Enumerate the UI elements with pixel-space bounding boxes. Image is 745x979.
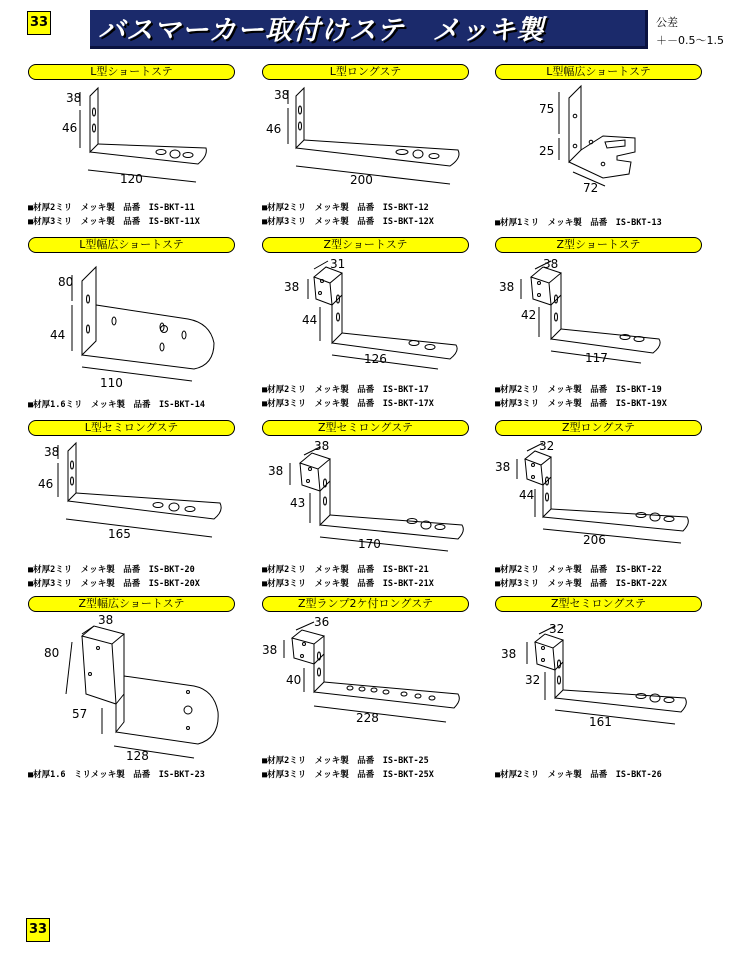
spec-line: ■材厚3ミリ メッキ製 品番 IS-BKT-21X (262, 579, 434, 589)
spec-line: ■材厚2ミリ メッキ製 品番 IS-BKT-20 (28, 565, 195, 575)
bracket-diagram (28, 612, 243, 764)
dim-label: 40 (286, 673, 302, 687)
dim-label: 44 (302, 313, 318, 327)
item-title: Z型ショートステ (495, 237, 702, 253)
spec-line: ■材厚2ミリ メッキ製 品番 IS-BKT-26 (495, 770, 662, 780)
dim-label: 38 (501, 647, 517, 661)
dim-label: 31 (330, 257, 346, 271)
dim-label: 57 (72, 707, 88, 721)
dim-label: 75 (539, 102, 555, 116)
spec-line: ■材厚3ミリ メッキ製 品番 IS-BKT-19X (495, 399, 667, 409)
item-title: L型ショートステ (28, 64, 235, 80)
item-title: Z型ランプ2ケ付ロングステ (262, 596, 469, 612)
dim-label: 42 (521, 308, 537, 322)
dim-label: 161 (589, 715, 612, 729)
bracket-diagram (28, 437, 243, 552)
spec-line: ■材厚2ミリ メッキ製 品番 IS-BKT-22 (495, 565, 662, 575)
tolerance-label: 公差 (656, 16, 678, 29)
bracket-diagram (262, 612, 477, 742)
bracket-diagram (495, 437, 710, 557)
item-title: Z型ショートステ (262, 237, 469, 253)
spec-line: ■材厚2ミリ メッキ製 品番 IS-BKT-17 (262, 385, 429, 395)
spec-line: ■材厚3ミリ メッキ製 品番 IS-BKT-25X (262, 770, 434, 780)
spec-line: ■材厚2ミリ メッキ製 品番 IS-BKT-19 (495, 385, 662, 395)
dim-label: 120 (120, 172, 143, 186)
item-title: L型幅広ショートステ (28, 237, 235, 253)
bracket-diagram (495, 255, 710, 380)
dim-label: 46 (266, 122, 282, 136)
bracket-diagram (495, 612, 710, 737)
page-title: バスマーカー取付けステ メッキ製 (98, 15, 545, 46)
dim-label: 110 (100, 376, 123, 390)
dim-label: 38 (98, 613, 114, 627)
tolerance-value: ＋－0.5～1.5 (656, 34, 724, 47)
dim-label: 165 (108, 527, 131, 541)
dim-label: 32 (525, 673, 541, 687)
spec-line: ■材厚1ミリ メッキ製 品番 IS-BKT-13 (495, 218, 662, 228)
dim-label: 206 (583, 533, 606, 547)
spec-line: ■材厚3ミリ メッキ製 品番 IS-BKT-17X (262, 399, 434, 409)
bracket-diagram (28, 82, 243, 197)
dim-label: 38 (495, 460, 511, 474)
item-title: L型セミロングステ (28, 420, 235, 436)
spec-line: ■材厚2ミリ メッキ製 品番 IS-BKT-11 (28, 203, 195, 213)
dim-label: 117 (585, 351, 608, 365)
dim-label: 126 (364, 352, 387, 366)
dim-label: 38 (268, 464, 284, 478)
spec-line: ■材厚2ミリ メッキ製 品番 IS-BKT-12 (262, 203, 429, 213)
dim-label: 38 (314, 439, 330, 453)
dim-label: 25 (539, 144, 555, 158)
spec-line: ■材厚1.6ミリ メッキ製 品番 IS-BKT-14 (28, 400, 206, 410)
dim-label: 36 (314, 615, 330, 629)
dim-label: 228 (356, 711, 379, 725)
item-title: Z型幅広ショートステ (28, 596, 235, 612)
tolerance-note (656, 14, 724, 50)
dim-label: 38 (44, 445, 60, 459)
bracket-diagram (28, 255, 243, 395)
bracket-diagram (495, 82, 710, 207)
dim-label: 44 (50, 328, 66, 342)
dim-label: 44 (519, 488, 535, 502)
item-title: Z型ロングステ (495, 420, 702, 436)
dim-label: 38 (274, 88, 290, 102)
spec-line: ■材厚3ミリ メッキ製 品番 IS-BKT-20X (28, 579, 200, 589)
bracket-diagram (262, 437, 477, 562)
spec-line: ■材厚3ミリ メッキ製 品番 IS-BKT-22X (495, 579, 667, 589)
item-title: L型幅広ショートステ (495, 64, 702, 80)
spec-line: ■材厚3ミリ メッキ製 品番 IS-BKT-12X (262, 217, 434, 227)
dim-label: 38 (262, 643, 278, 657)
spec-line: ■材厚2ミリ メッキ製 品番 IS-BKT-25 (262, 756, 429, 766)
dim-label: 32 (549, 622, 565, 636)
dim-label: 200 (350, 173, 373, 187)
dim-label: 38 (499, 280, 515, 294)
page-number-top: 33 (27, 11, 51, 35)
dim-label: 128 (126, 749, 149, 763)
dim-label: 43 (290, 496, 306, 510)
dim-label: 72 (583, 181, 599, 195)
spec-line: ■材厚2ミリ メッキ製 品番 IS-BKT-21 (262, 565, 429, 575)
spec-line: ■材厚1.6 ミリメッキ製 品番 IS-BKT-23 (28, 770, 205, 780)
dim-label: 46 (62, 121, 78, 135)
item-title: Z型セミロングステ (262, 420, 469, 436)
dim-label: 80 (58, 275, 74, 289)
dim-label: 170 (358, 537, 381, 551)
dim-label: 38 (66, 91, 82, 105)
dim-label: 32 (539, 439, 555, 453)
item-title: L型ロングステ (262, 64, 469, 80)
dim-label: 38 (543, 257, 559, 271)
bracket-diagram (262, 82, 477, 197)
dim-label: 46 (38, 477, 54, 491)
page-number-bottom: 33 (26, 918, 50, 942)
spec-line: ■材厚3ミリ メッキ製 品番 IS-BKT-11X (28, 217, 200, 227)
dim-label: 80 (44, 646, 60, 660)
dim-label: 38 (284, 280, 300, 294)
item-title: Z型セミロングステ (495, 596, 702, 612)
bracket-diagram (262, 255, 477, 380)
